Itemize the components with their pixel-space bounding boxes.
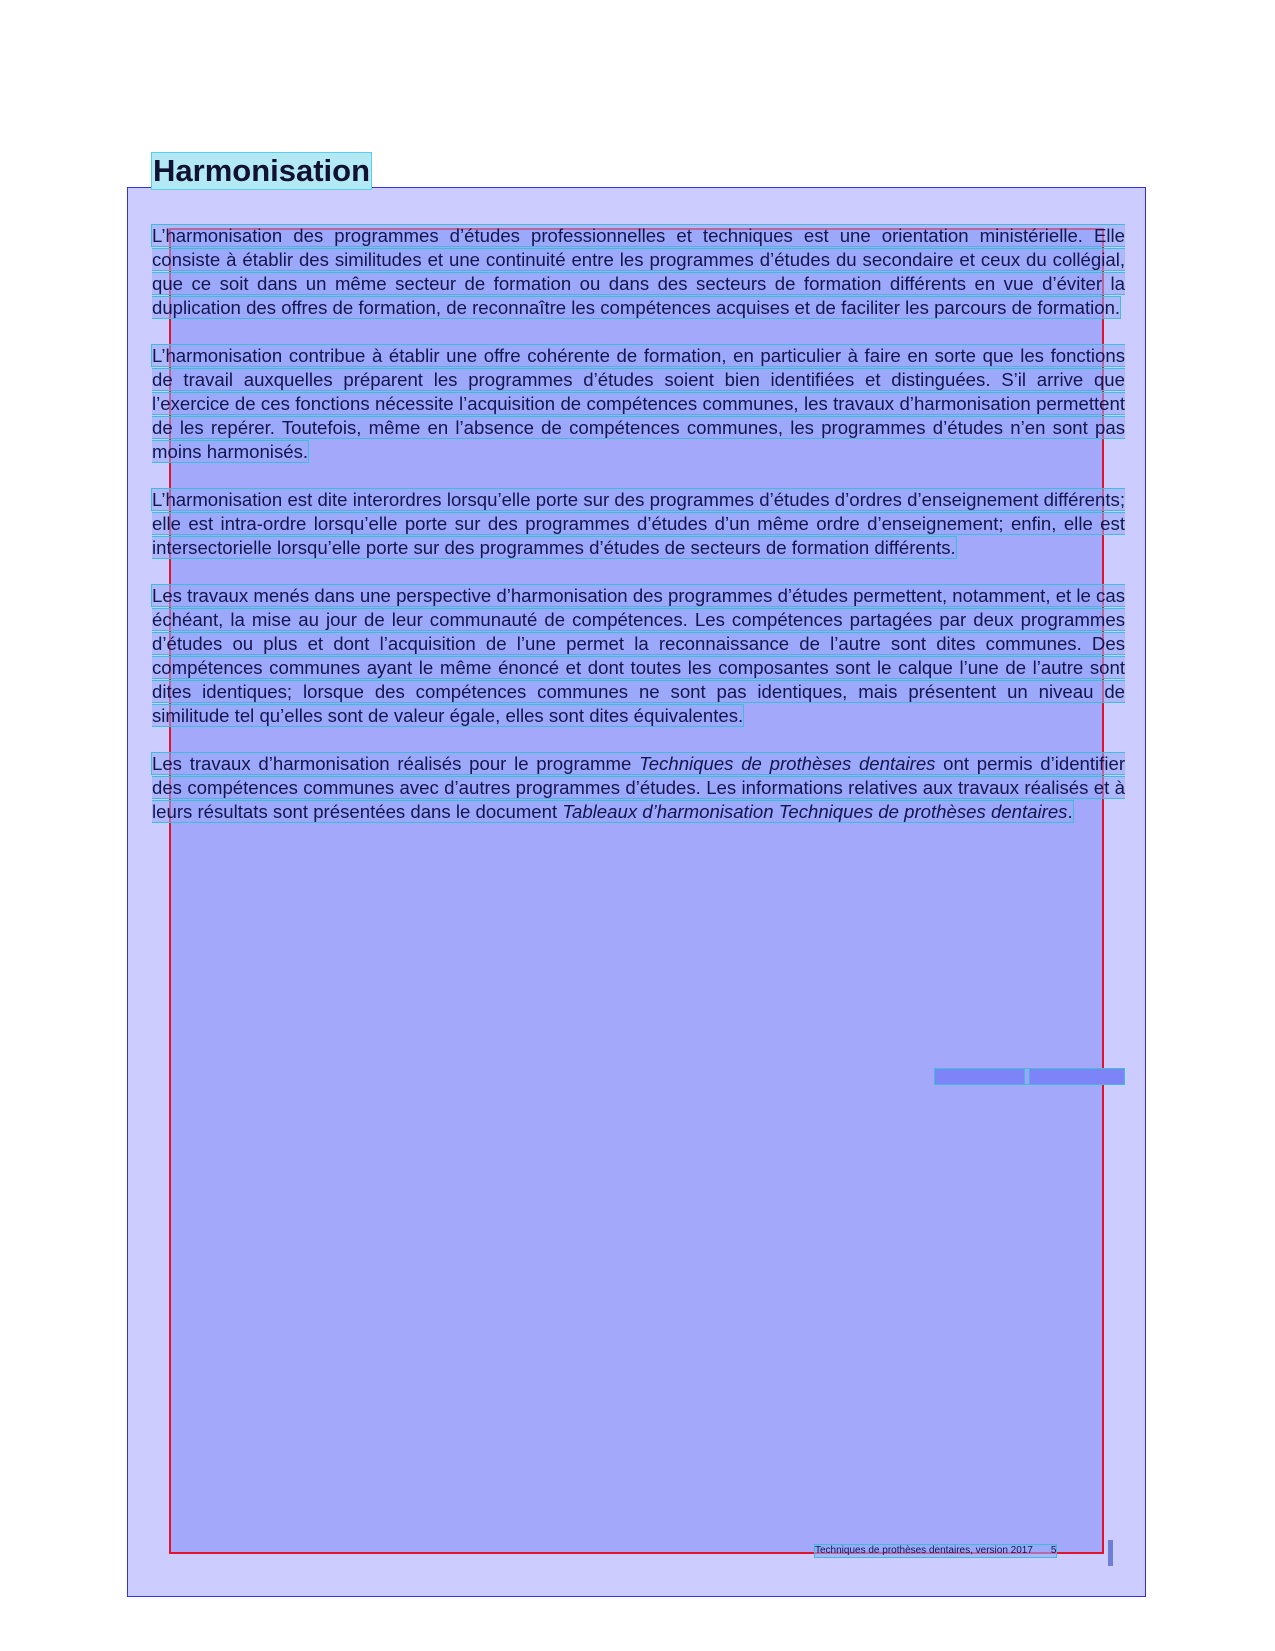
paragraph-1-text: L’harmonisation des programmes d’études professionnelles et techniques est une orientation ministérielle. Elle consiste à établir des similitudes et une continuité entre les programmes d’études du secondaire et ceux du collégial, que ce soit dans un même secteur de formation ou dans des secteurs de formation différents en vue d’éviter la duplication des offres de formation, de reconnaître les compétences acquises et de faciliter les parcours de formation. [152, 225, 1125, 318]
footer-text: Techniques de prothèses dentaires, version 2017 [815, 1545, 1033, 1556]
paragraph-5-text-c: . [1067, 801, 1073, 822]
body-text [152, 224, 1125, 848]
document-reference-italic: Tableaux d’harmonisation Techniques de prothèses dentaires [562, 801, 1068, 822]
page-title: Harmonisation [153, 153, 371, 188]
page-footer [815, 1545, 1056, 1557]
marker-separator [1024, 1069, 1030, 1084]
footer-tick-mark [1108, 1540, 1113, 1566]
program-name-italic: Techniques de prothèses dentaires [639, 753, 936, 774]
paragraph-2-text: L’harmonisation contribue à établir une offre cohérente de formation, en particulier à faire en sorte que les fonctions de travail auxquelles préparent les programmes d’études soient bien identifiées et distinguées. S’il arrive que l’exercice de ces fonctions nécessite l’acquisition de compétences communes, les travaux d’harmonisation permettent de les repérer. Toutefois, même en l’absence de compétences communes, les programmes d’études n’en sont pas moins harmonisés. [152, 345, 1125, 462]
paragraph-1 [152, 224, 1125, 320]
paragraph-3-text: L’harmonisation est dite interordres lorsqu’elle porte sur des programmes d’études d’ordres d’enseignement différents; elle est intra-ordre lorsqu’elle porte sur des programmes d’études d’un même ordre d’enseignement; enfin, elle est intersectorielle lorsqu’elle porte sur des programmes d’études de secteurs de formation différents. [152, 489, 1125, 558]
paragraph-4-text: Les travaux menés dans une perspective d’harmonisation des programmes d’études permettent, notamment, et le cas échéant, la mise au jour de leur communauté de compétences. Les compétences partagées par deux programmes d’études ou plus et dont l’acquisition de l’une permet la reconnaissance de l’autre sont dites communes. Des compétences communes ayant le même énoncé et dont toutes les composantes sont le calque l’une de l’autre sont dites identiques; lorsque des compétences communes ne sont pas identiques, mais présentent un niveau de similitude tel qu’elles sont de valeur égale, elles sont dites équivalentes. [152, 585, 1125, 726]
paragraph-2 [152, 344, 1125, 464]
paragraph-5-text-b: ont permis d’identifier des compétences communes avec d’autres programmes d’études. Les informations relatives aux travaux réalisés et à leurs résultats sont présentées dans le document [152, 753, 1126, 822]
paragraph-3 [152, 488, 1125, 560]
paragraph-5 [152, 752, 1125, 824]
paragraph-4 [152, 584, 1125, 728]
paragraph-5-text-a: Les travaux d’harmonisation réalisés pour le programme [152, 753, 640, 774]
page-number: 5 [1050, 1545, 1057, 1556]
marker-bar [934, 1068, 1125, 1085]
